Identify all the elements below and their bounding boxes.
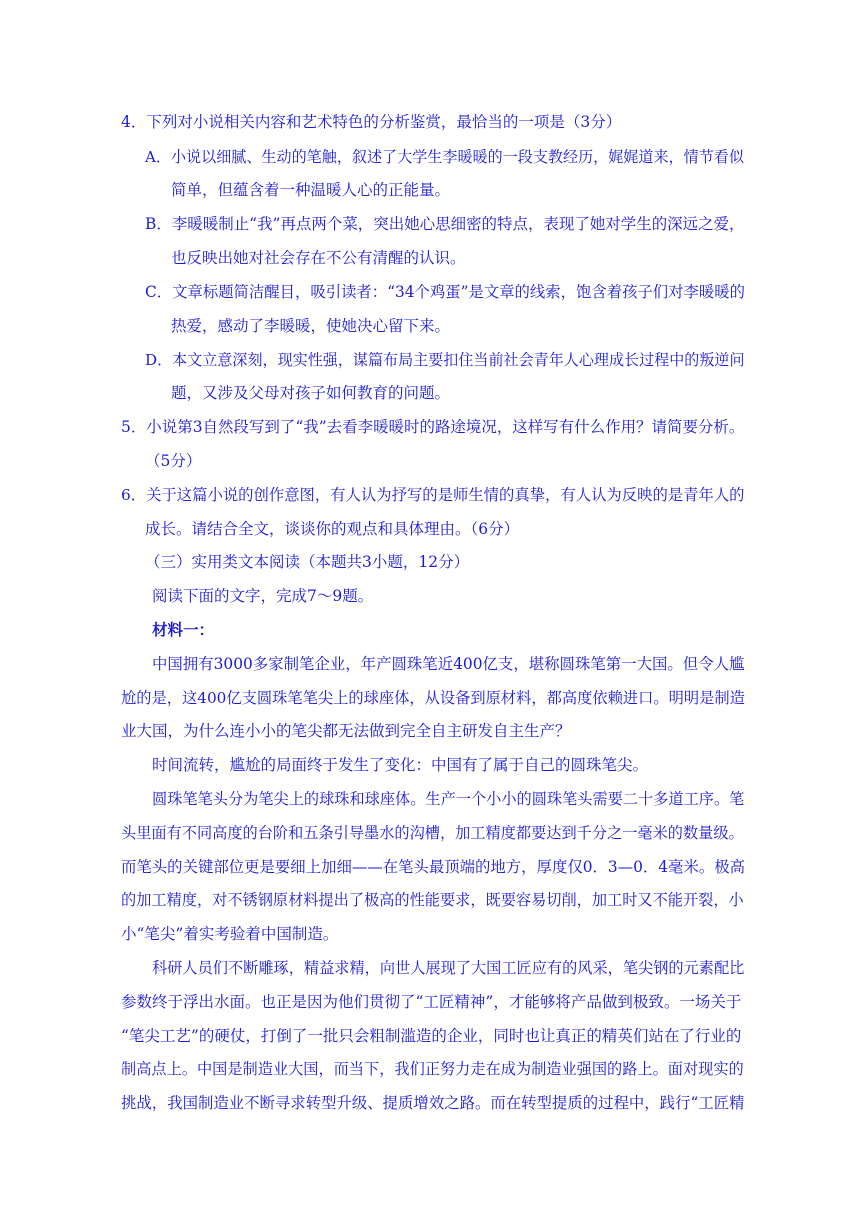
paragraph-3-line3: 而笔头的关键部位更是要细上加细——在笔头最顶端的地方，厚度仅0．3—0．4毫米。极高: [121, 858, 746, 876]
paragraph-3-line4: 的加工精度，对不锈钢原材料提出了极高的性能要求，既要容易切削，加工时又不能开裂，小: [121, 891, 744, 909]
paragraph-4-line5: 挑战，我国制造业不断寻求转型升级、提质增效之路。而在转型提质的过程中，践行“工匠精: [121, 1094, 745, 1112]
q4-option-c-line1: C．文章标题简洁醒目，吸引读者：“34个鸡蛋”是文章的线索，饱含着孩子们对李暖暖的: [145, 283, 745, 301]
q4-option-d-line1: D．本文立意深刻，现实性强，谋篇布局主要扣住当前社会青年人心理成长过程中的叛逆问: [145, 351, 745, 369]
paragraph-1-line2: 尬的是，这400亿支圆珠笔笔尖上的球座体，从设备到原材料，都高度依赖进口。明明是制造: [121, 689, 745, 707]
paragraph-1-line3: 业大国，为什么连小小的笔尖都无法做到完全自主研发自主生产？: [121, 722, 571, 740]
q4-option-a-line2: 简单，但蕴含着一种温暖人心的正能量。: [171, 181, 451, 199]
paragraph-3-line5: 小“笔尖”着实考验着中国制造。: [121, 925, 339, 943]
paragraph-4-line1: 科研人员们不断雕琢，精益求精，向世人展现了大国工匠应有的风采，笔尖钢的元素配比: [152, 959, 745, 977]
section3-instruction: 阅读下面的文字，完成7～9题。: [152, 587, 374, 605]
q5-line1: 5．小说第3自然段写到了“我”去看李暖暖时的路途境况，这样写有什么作用？请简要分析。: [121, 418, 745, 436]
q4-option-b-line1: B．李暖暖制止“我”再点两个菜，突出她心思细密的特点，表现了她对学生的深远之爱，: [145, 215, 745, 233]
paragraph-3-line2: 头里面有不同高度的台阶和五条引导墨水的沟槽，加工精度都要达到千分之一毫米的数量级。: [121, 824, 744, 842]
q6-line2: 成长。请结合全文，谈谈你的观点和具体理由。（6分）: [145, 520, 520, 538]
q6-line1: 6．关于这篇小说的创作意图，有人认为抒写的是师生情的真挚，有人认为反映的是青年人的: [121, 486, 745, 504]
paragraph-4-line3: “笔尖工艺”的硬仗，打倒了一批只会粗制滥造的企业，同时也让真正的精英们站在了行业的: [121, 1027, 742, 1045]
q5-line2: （5分）: [145, 452, 202, 470]
paragraph-2-line1: 时间流转，尴尬的局面终于发生了变化：中国有了属于自己的圆珠笔尖。: [152, 756, 649, 774]
paragraph-4-line4: 制高点上。中国是制造业大国，而当下，我们正努力走在成为制造业强国的路上。面对现实的: [121, 1060, 744, 1078]
q4-stem: 4．下列对小说相关内容和艺术特色的分析鉴赏，最恰当的一项是（3分）: [121, 113, 622, 131]
paragraph-1-line1: 中国拥有3000多家制笔企业，年产圆珠笔近400亿支，堪称圆珠笔第一大国。但令人尴: [152, 655, 745, 673]
q4-option-d-line2: 题，又涉及父母对孩子如何教育的问题。: [171, 384, 451, 402]
q4-option-a-line1: A．小说以细腻、生动的笔触，叙述了大学生李暖暖的一段支教经历，娓娓道来，情节看似: [145, 148, 744, 166]
paragraph-3-line1: 圆珠笔笔头分为笔尖上的球珠和球座体。生产一个小小的圆珠笔头需要二十多道工序。笔: [152, 790, 745, 808]
material-label: 材料一：: [152, 620, 215, 639]
q4-option-b-line2: 也反映出她对社会存在不公有清醒的认识。: [171, 249, 466, 267]
q4-option-c-line2: 热爱，感动了李暖暖，使她决心留下来。: [171, 317, 451, 335]
section3-heading: （三）实用类文本阅读（本题共3小题，12分）: [145, 553, 470, 571]
paragraph-4-line2: 参数终于浮出水面。也正是因为他们贯彻了“工匠精神”，才能够将产品做到极致。一场关于: [121, 993, 742, 1011]
